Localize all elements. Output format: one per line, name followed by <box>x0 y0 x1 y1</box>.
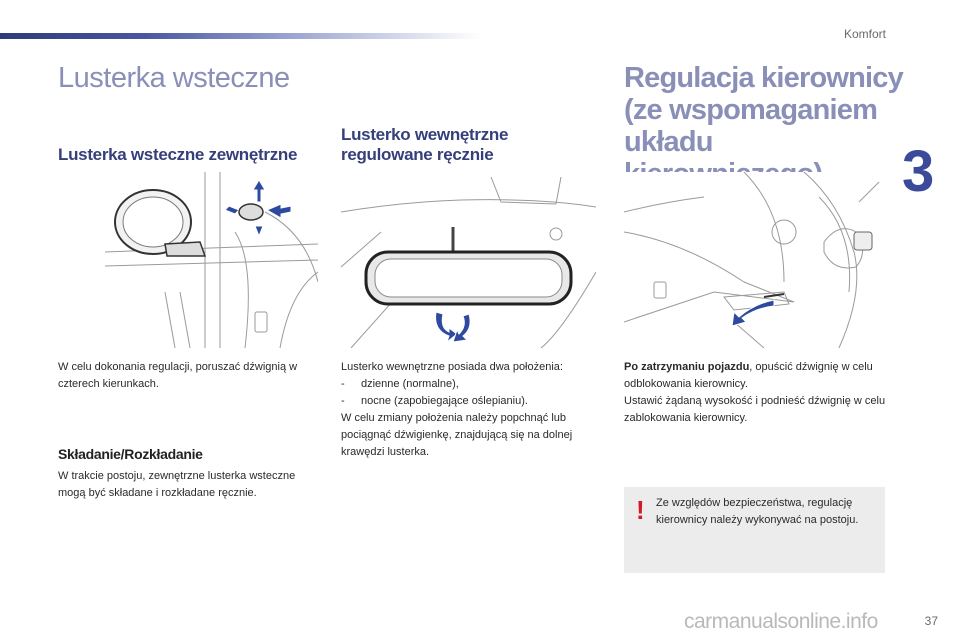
list-item-text: nocne (zapobiegające oślepianiu). <box>361 395 528 407</box>
list-item <box>341 393 606 410</box>
steering-paragraph-2: Ustawić żądaną wysokość i podnieść dźwignię w celu zablokowania kierownicy. <box>624 395 886 424</box>
steering-bold-lead: Po zatrzymaniu pojazdu <box>624 361 750 373</box>
exclamation-icon: ! <box>636 495 645 525</box>
steering-paragraph-1 <box>624 359 886 393</box>
page-title-steering: Regulacja kierownicy (ze wspomaganiem układu <box>624 62 903 158</box>
internal-mirror-illustration <box>341 172 596 348</box>
list-item-text: dzienne (normalne), <box>361 378 459 390</box>
list-dash: - <box>341 395 345 407</box>
page-title-mirrors: Lusterka wsteczne <box>58 62 290 94</box>
header-gradient-bar <box>0 33 480 39</box>
list-dash: - <box>341 378 345 390</box>
internal-mirror-text <box>341 359 606 461</box>
external-mirror-illustration <box>105 172 318 348</box>
folding-instructions: W trakcie postoju, zewnętrzne lusterka wsteczne mogą być składane i rozkładane ręcznie. <box>58 470 296 499</box>
steering-text <box>624 359 886 427</box>
chapter-number: 3 <box>902 139 933 204</box>
heading-folding: Składanie/Rozkładanie <box>58 446 203 462</box>
heading-internal-mirror: Lusterko wewnętrzne regulowane ręcznie <box>341 125 509 164</box>
internal-mirror-intro: Lusterko wewnętrzne posiada dwa położenia: <box>341 361 563 373</box>
watermark: carmanualsonline.info <box>684 610 878 633</box>
warning-text: Ze względów bezpieczeństwa, regulację kierownicy należy wykonywać na postoju. <box>656 497 859 526</box>
section-label: Komfort <box>843 27 886 41</box>
list-item <box>341 376 606 393</box>
steering-column-illustration <box>624 172 884 348</box>
warning-box <box>624 487 885 573</box>
page-number: 37 <box>924 614 938 628</box>
internal-mirror-instructions: W celu zmiany położenia należy popchnąć lub pociągnąć dźwigienkę, znajdującą się na dolnej krawędzi lusterka. <box>341 412 573 458</box>
heading-external-mirrors: Lusterka wsteczne zewnętrzne <box>58 145 298 164</box>
external-mirror-instructions: W celu dokonania regulacji, poruszać dźwignią w czterech kierunkach. <box>58 361 298 390</box>
steering-paragraph-rest: , opuścić dźwignię w celu odblokowania kierownicy. <box>624 361 873 390</box>
